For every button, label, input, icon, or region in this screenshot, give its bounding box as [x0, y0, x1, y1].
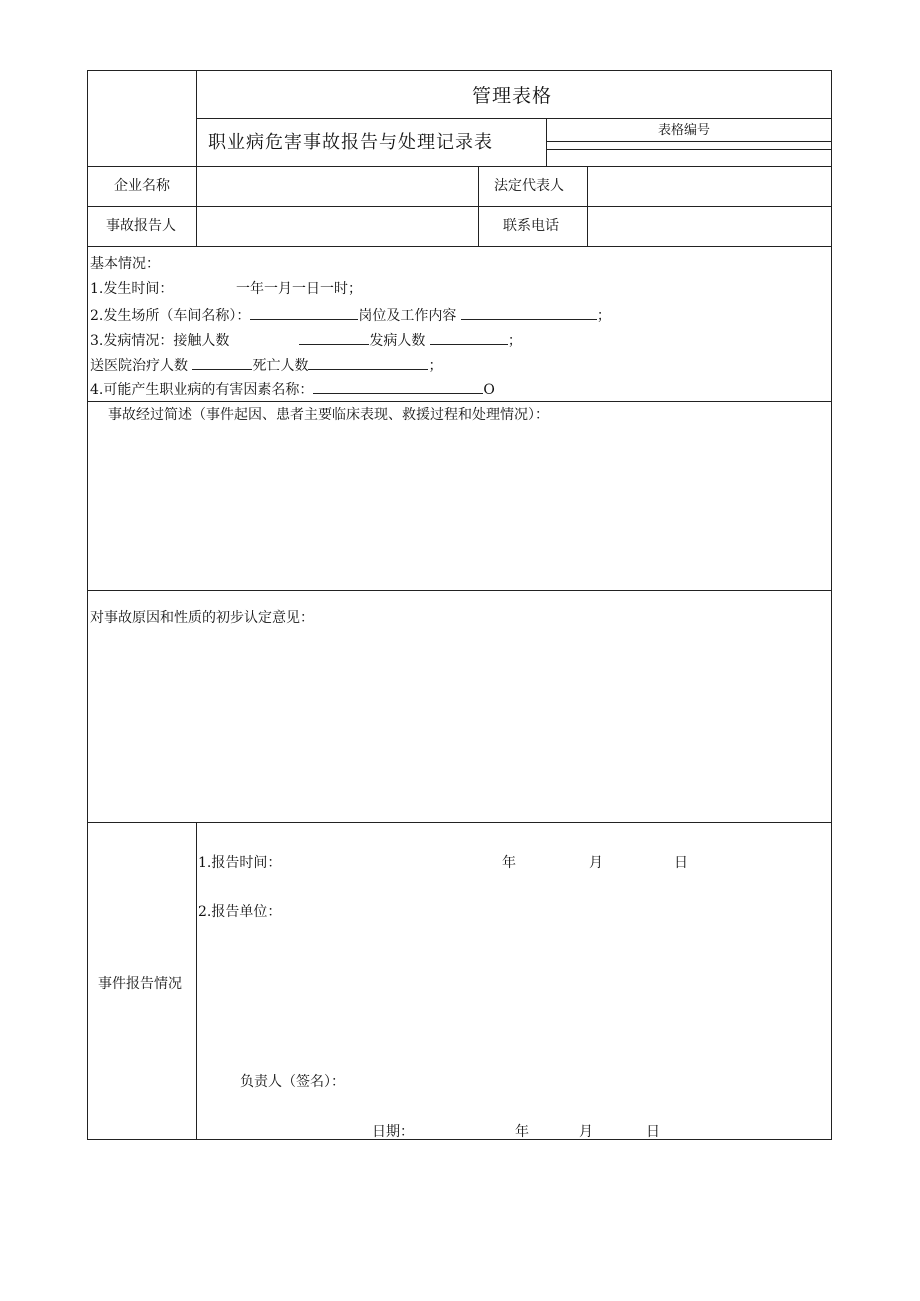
- time-value: 一年一月一日一时；: [236, 281, 362, 297]
- frame-left: [87, 70, 88, 1140]
- report-time-month: 月: [589, 855, 603, 871]
- info-bottom-line: [87, 246, 832, 247]
- time-label: 1.发生时间：: [90, 281, 174, 297]
- sick-count-blank[interactable]: [430, 330, 508, 345]
- hazard-blank[interactable]: [313, 379, 483, 394]
- hazard-ending: O: [483, 382, 495, 398]
- responsible-person-label: 负责人（签名）：: [240, 1074, 345, 1090]
- post-label: 岗位及工作内容: [358, 308, 457, 324]
- basic-bottom-line: [87, 401, 832, 402]
- header-number-line-1: [546, 141, 832, 142]
- report-col-divider: [196, 822, 197, 1140]
- death-label: 死亡人数: [252, 358, 309, 374]
- date-year: 年: [515, 1124, 529, 1140]
- legal-rep-label: 法定代表人: [494, 178, 564, 194]
- report-unit-label: 2.报告单位：: [198, 904, 282, 920]
- header-number-divider: [546, 118, 547, 166]
- illness-label: 3.发病情况：接触人数: [90, 333, 230, 349]
- post-blank[interactable]: [461, 305, 597, 320]
- date-month: 月: [579, 1124, 593, 1140]
- place-line: [90, 305, 611, 325]
- hazard-line: [90, 379, 495, 399]
- death-count-blank[interactable]: [308, 355, 428, 370]
- header-number-line-2: [546, 149, 832, 150]
- hospital-line: [90, 355, 442, 375]
- company-name-label: 企业名称: [114, 178, 170, 194]
- phone-label: 联系电话: [503, 218, 559, 234]
- form-title: 职业病危害事故报告与处理记录表: [208, 132, 493, 153]
- basic-heading: 基本情况：: [90, 256, 160, 272]
- place-semicolon: ；: [596, 308, 611, 324]
- hospital-semicolon: ；: [428, 358, 443, 374]
- sick-label: 发病人数: [369, 333, 426, 349]
- illness-line: [90, 330, 522, 350]
- hazard-label: 4.可能产生职业病的有害因素名称：: [90, 382, 314, 398]
- illness-semicolon: ；: [507, 333, 522, 349]
- date-day: 日: [646, 1124, 660, 1140]
- date-label: 日期：: [372, 1124, 414, 1140]
- contact-count-blank[interactable]: [299, 330, 369, 345]
- process-heading: 事故经过简述（事件起因、患者主要临床表现、救援过程和处理情况）：: [108, 407, 549, 423]
- report-time-day: 日: [674, 855, 688, 871]
- frame-right: [831, 70, 832, 1140]
- frame-bottom: [87, 1139, 832, 1140]
- report-time-label: 1.报告时间：: [198, 855, 282, 871]
- header-bottom-line: [87, 166, 832, 167]
- report-side-label: 事件报告情况: [98, 976, 182, 992]
- reporter-label: 事故报告人: [106, 218, 176, 234]
- cause-heading: 对事故原因和性质的初步认定意见：: [90, 610, 314, 626]
- info-row-divider: [87, 206, 832, 207]
- category-title: 管理表格: [472, 85, 553, 107]
- form-number-label: 表格编号: [658, 123, 711, 138]
- frame-top: [87, 70, 832, 71]
- header-mid-line: [196, 118, 832, 119]
- report-time-year: 年: [502, 855, 516, 871]
- cause-bottom-line: [87, 822, 832, 823]
- process-bottom-line: [87, 590, 832, 591]
- hospital-label: 送医院治疗人数: [90, 358, 188, 374]
- place-label: 2.发生场所（车间名称）：: [90, 308, 251, 324]
- hospital-count-blank[interactable]: [192, 355, 252, 370]
- place-blank[interactable]: [250, 305, 358, 320]
